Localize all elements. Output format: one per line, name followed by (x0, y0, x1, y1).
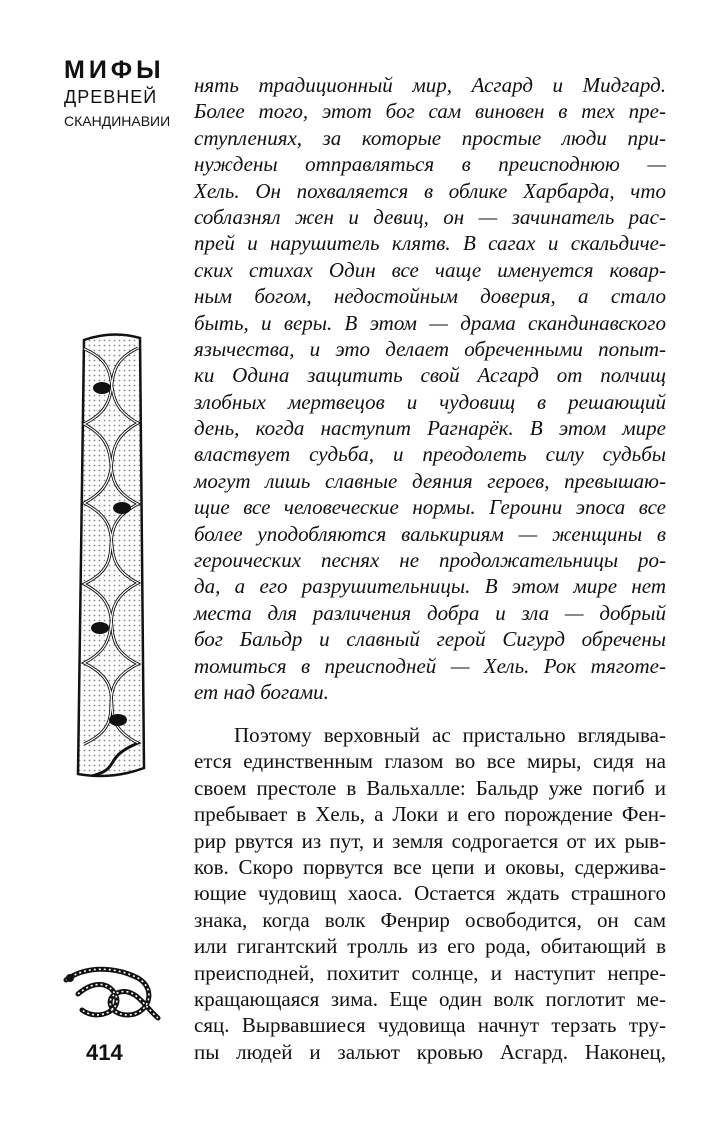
text-line: пребывает в Хель, а Локи и его порождение Фен- (194, 802, 666, 827)
text-line: знака, когда волк Фенрир освободится, он сам (194, 907, 666, 932)
text-line: своем престоле в Вальхалле: Бальдр уже погиб и (194, 775, 666, 800)
text-line: да, а его разрушительницы. В этом мире нет (194, 574, 666, 599)
text-line: ки Одина защитить свой Асгард от полчищ (194, 363, 666, 388)
serpent-knot-icon (58, 960, 168, 1035)
text-line: ется единственным глазом во все миры, сидя на (194, 749, 666, 774)
text-line: щие все человеческие нормы. Героини эпоса все (194, 495, 666, 520)
text-line: Хель. Он похваляется в облике Харбарда, что (194, 178, 666, 203)
text-line: Поэтому верховный ас пристально вглядыва- (234, 723, 666, 747)
text-line: нять традиционный мир, Асгард и Мидгард. (194, 73, 666, 97)
header-subtitle-2: СКАНДИНАВИИ (64, 113, 171, 129)
text-line: прей и нарушитель клятв. В сагах и скальдиче- (194, 231, 666, 256)
italic-paragraph (194, 72, 666, 705)
header-subtitle: ДРЕВНЕЙ (64, 87, 158, 107)
text-line: или гигантский тролль из его рода, обитающий в (194, 934, 666, 959)
text-line: ских стихах Один все чаще именуется ковар- (194, 257, 666, 282)
text-line: рир рвутся из пут, и земля содрогается от их рыв- (194, 828, 666, 853)
text-line: ков. Скоро порвутся все цепи и оковы, сдержива- (194, 854, 666, 879)
text-line: могут лишь славные деяния героев, превышаю- (194, 468, 666, 493)
text-line: быть, и веры. В этом — драма скандинавского (194, 310, 666, 335)
running-header (64, 56, 174, 132)
text-line: ным богом, недостойным доверия, а стало (194, 284, 666, 309)
text-line: героических песнях не продолжательницы ро- (194, 548, 666, 573)
text-line: места для различения добра и зла — добрый (194, 600, 666, 625)
text-line: ет над богами. (194, 679, 329, 704)
text-line: сяц. Вырвавшиеся чудовища начнут терзать тру- (194, 1013, 666, 1038)
text-line: преисподней, похитит солнце, и наступит непре- (194, 960, 666, 985)
text-line: властвует судьба, и преодолеть силу судьбы (194, 442, 666, 467)
text-line: ющие чудовищ хаоса. Остается ждать страшного (194, 881, 666, 906)
knotwork-carving-icon (72, 328, 152, 793)
text-line: более уподобляются валькириям — женщины в (194, 521, 666, 546)
prose-paragraph (194, 722, 666, 1065)
text-line: пы людей и зальют кровью Асгард. Наконец, (194, 1039, 666, 1064)
text-line: нуждены отправляться в преисподнюю — (194, 152, 666, 177)
page-number: 414 (86, 1040, 123, 1065)
text-line: день, когда наступит Рагнарёк. В этом мире (194, 416, 666, 441)
text-line: кращающаяся зима. Еще один волк поглотит ме- (194, 986, 666, 1011)
text-line: язычества, и это делает обреченными попыт- (194, 336, 666, 361)
text-line: томиться в преисподней — Хель. Рок тяготе- (194, 653, 666, 678)
header-title: МИФЫ (64, 56, 165, 84)
text-line: бог Бальдр и славный герой Сигурд обречены (194, 627, 666, 652)
text-line: злобных мертвецов и чудовищ в решающий (194, 389, 666, 414)
text-line: соблазнял жен и девиц, он — зачинатель рас- (194, 204, 666, 229)
text-line: ступлениях, за которые простые люди при- (194, 125, 666, 150)
text-line: Более того, этот бог сам виновен в тех пре- (194, 99, 666, 124)
